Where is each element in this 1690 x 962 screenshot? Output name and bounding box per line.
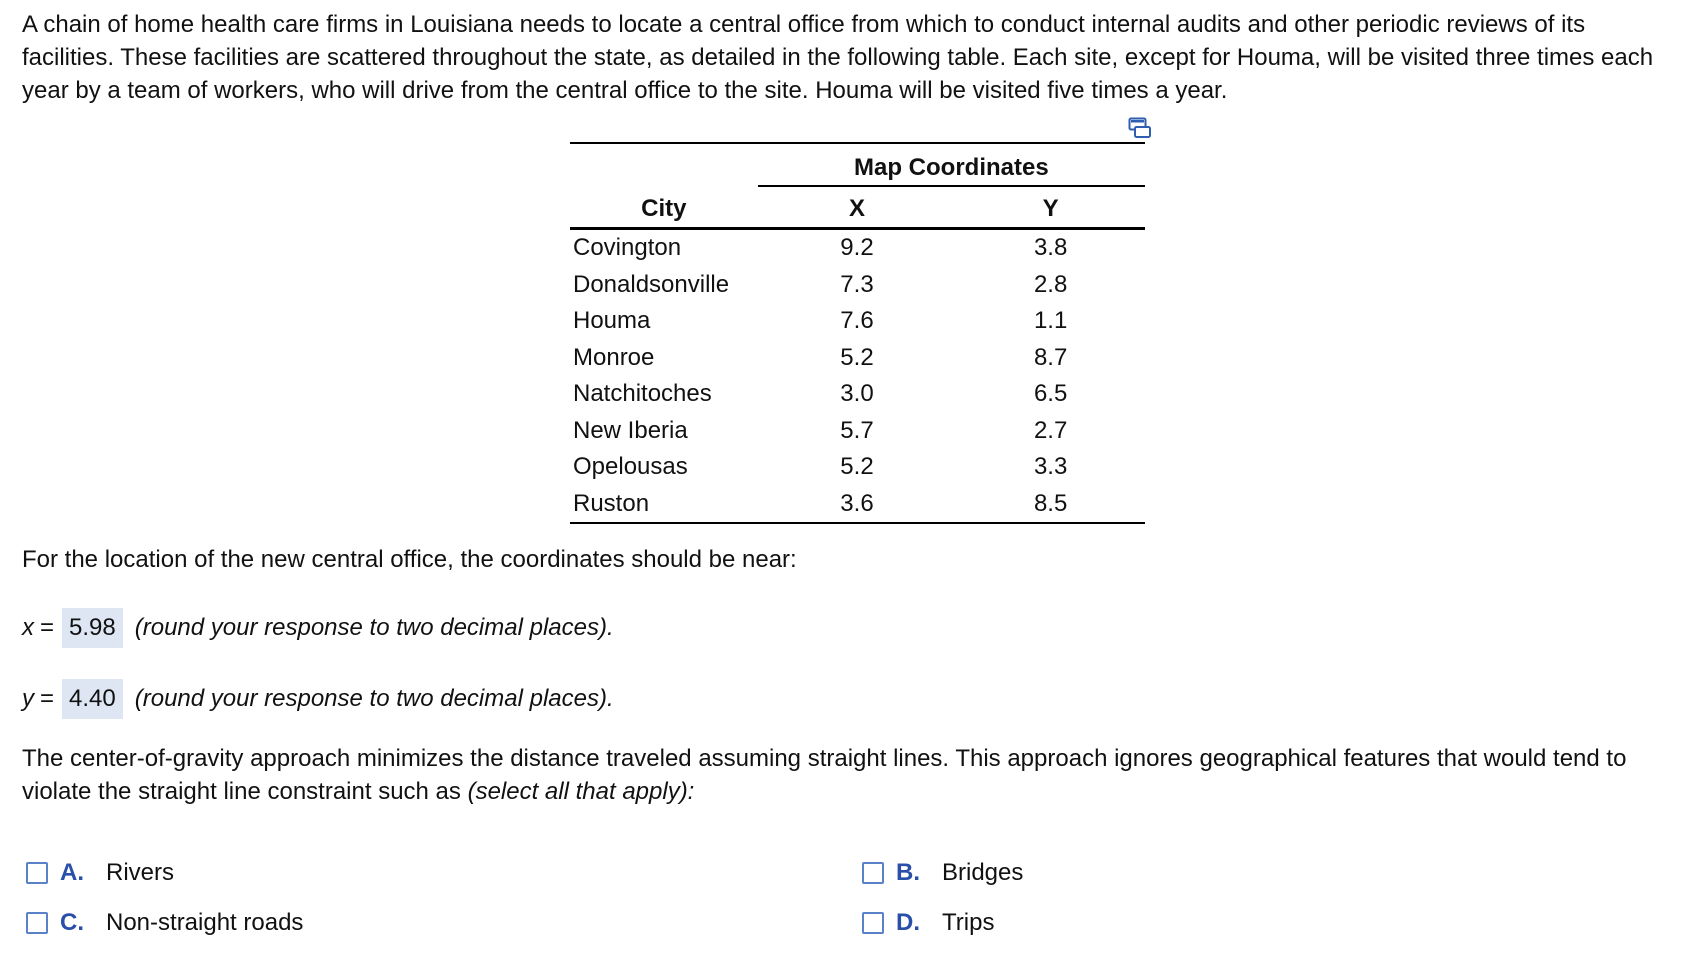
y-cell: 1.1 <box>1033 307 1068 335</box>
x-cell: 9.2 <box>840 234 874 262</box>
table-row <box>570 303 1145 340</box>
table-row <box>570 376 1145 413</box>
y-column-header: Y <box>956 186 1145 229</box>
x-cell: 5.7 <box>840 416 874 444</box>
table-corner <box>570 143 758 186</box>
option-c-label: Non-straight roads <box>106 909 304 936</box>
option-d-checkbox[interactable] <box>862 912 884 934</box>
option-b-checkbox[interactable] <box>862 862 884 884</box>
option-b-letter: B. <box>896 859 920 886</box>
city-cell: New Iberia <box>573 416 688 444</box>
table-row <box>570 413 1145 450</box>
x-equals-sign: = <box>40 614 55 641</box>
problem-statement: A chain of home health care firms in Louisiana needs to locate a central office from which to conduct internal audits and other periodic reviews of its facilities. These facilities are scattered throughout the state, as detailed in the following table. Each site, except for Houma, will be visited three times each year by a team of workers, who will drive from the central office to the site. Houma will be visited five times a year. <box>22 11 1654 104</box>
option-b-label: Bridges <box>942 859 1024 886</box>
y-cell: 2.7 <box>1033 416 1068 444</box>
x-answer-field[interactable]: 5.98 <box>62 608 123 648</box>
answer-y-line <box>22 679 614 719</box>
y-cell: 3.8 <box>1033 234 1068 262</box>
x-variable-label: x <box>22 614 34 641</box>
city-column-header: City <box>570 186 758 229</box>
option-a-checkbox[interactable] <box>26 862 48 884</box>
y-rounding-hint: (round your response to two decimal places). <box>134 685 614 712</box>
table-row <box>570 340 1145 377</box>
y-equals-sign: = <box>40 685 55 712</box>
copy-to-clipboard-icon[interactable] <box>1128 117 1152 139</box>
option-a-letter: A. <box>60 859 84 886</box>
city-cell: Opelousas <box>573 453 688 481</box>
y-variable-label: y <box>22 685 34 712</box>
option-d[interactable] <box>862 907 994 939</box>
y-cell: 8.7 <box>1033 343 1068 371</box>
option-c-checkbox[interactable] <box>26 912 48 934</box>
table-row <box>570 229 1145 267</box>
y-cell: 8.5 <box>956 486 1145 524</box>
option-a[interactable] <box>26 857 174 889</box>
question-text: The center-of-gravity approach minimizes the distance traveled assuming straight lines. This approach ignores geographical features that would tend to violate the straight line constraint such as <box>22 745 1627 805</box>
select-all-question <box>22 742 1662 808</box>
question-instruction: (select all that apply): <box>467 778 695 805</box>
option-b[interactable] <box>862 857 1023 889</box>
table-row <box>570 486 1145 524</box>
x-cell: 5.2 <box>840 343 874 371</box>
y-cell: 3.3 <box>1033 453 1068 481</box>
x-rounding-hint: (round your response to two decimal places). <box>134 614 614 641</box>
y-cell: 6.5 <box>1033 380 1068 408</box>
city-cell: Monroe <box>573 343 655 371</box>
option-a-label: Rivers <box>106 859 175 886</box>
coordinates-table <box>570 142 1145 524</box>
option-d-letter: D. <box>896 909 920 936</box>
city-cell: Donaldsonville <box>573 270 730 298</box>
x-cell: 7.6 <box>840 307 874 335</box>
map-coordinates-header: Map Coordinates <box>758 143 1145 186</box>
city-cell: Ruston <box>570 486 758 524</box>
option-c[interactable] <box>26 907 303 939</box>
answer-x-line <box>22 608 614 648</box>
x-cell: 5.2 <box>840 453 874 481</box>
table-row <box>570 267 1145 304</box>
y-cell: 2.8 <box>1033 270 1068 298</box>
coordinates-prompt: For the location of the new central office, the coordinates should be near: <box>22 546 797 573</box>
option-c-letter: C. <box>60 909 84 936</box>
x-cell: 3.6 <box>758 486 957 524</box>
city-cell: Natchitoches <box>573 380 712 408</box>
city-cell: Houma <box>573 307 651 335</box>
x-cell: 3.0 <box>840 380 874 408</box>
x-column-header: X <box>758 186 957 229</box>
y-answer-field[interactable]: 4.40 <box>62 679 123 719</box>
option-d-label: Trips <box>942 909 995 936</box>
x-cell: 7.3 <box>840 270 874 298</box>
table-row <box>570 449 1145 486</box>
city-cell: Covington <box>573 234 682 262</box>
